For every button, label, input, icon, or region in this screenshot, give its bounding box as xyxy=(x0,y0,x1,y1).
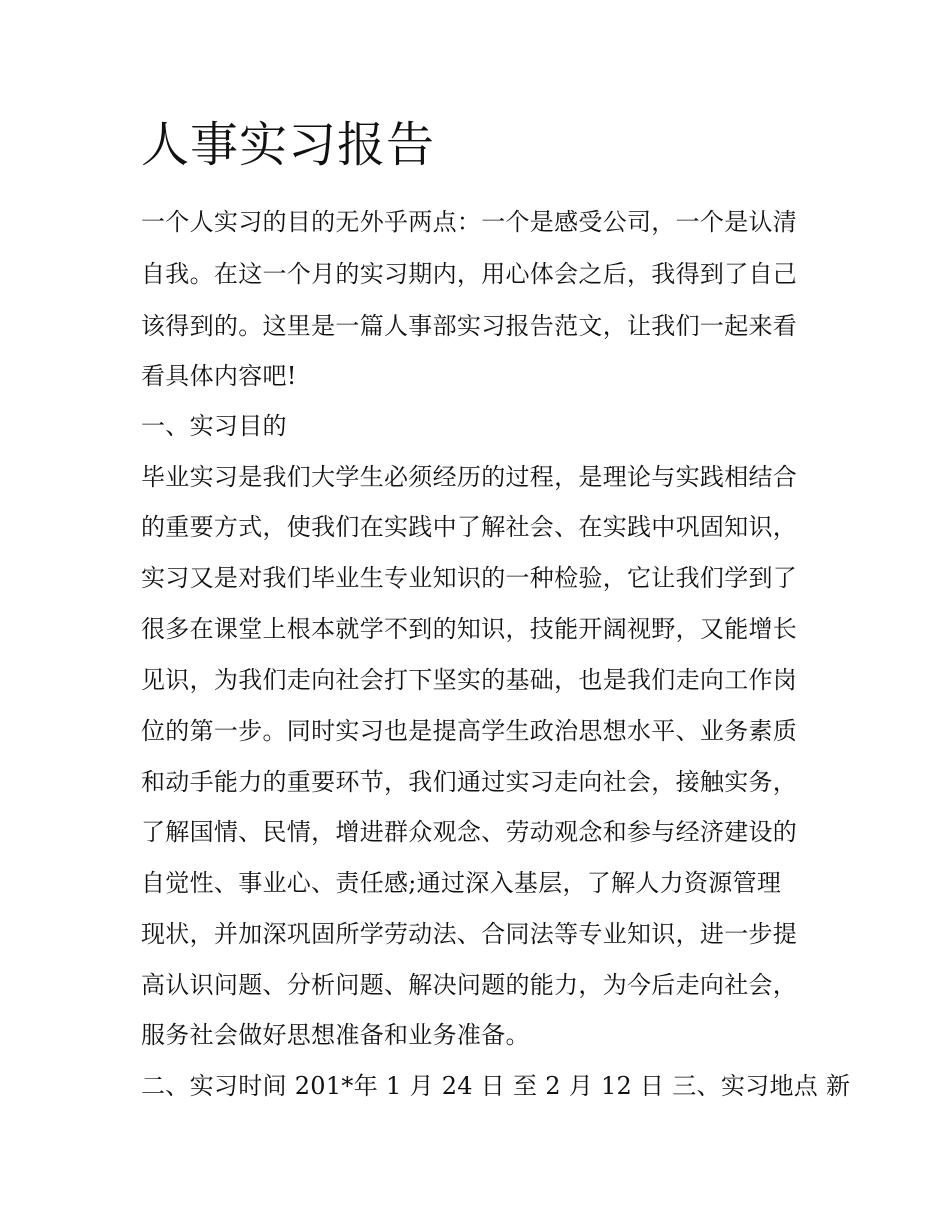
body-line: 看具体内容吧! xyxy=(141,362,297,390)
section-heading: 一、实习目的 xyxy=(141,412,287,440)
body-line: 自我。在这一个月的实习期内，用心体会之后，我得到了自己 xyxy=(141,260,798,288)
body-line: 该得到的。这里是一篇人事部实习报告范文，让我们一起来看 xyxy=(141,312,798,340)
body-line: 现状，并加深巩固所学劳动法、合同法等专业知识，进一步提 xyxy=(141,920,798,948)
body-line: 一个人实习的目的无外乎两点：一个是感受公司，一个是认清 xyxy=(141,208,798,236)
body-line: 位的第一步。同时实习也是提高学生政治思想水平、业务素质 xyxy=(141,717,798,745)
body-line: 实习又是对我们毕业生专业知识的一种检验，它让我们学到了 xyxy=(141,564,798,592)
body-line: 自觉性、事业心、责任感;通过深入基层，了解人力资源管理 xyxy=(141,869,782,897)
body-line: 很多在课堂上根本就学不到的知识，技能开阔视野，又能增长 xyxy=(141,615,798,643)
body-line: 毕业实习是我们大学生必须经历的过程，是理论与实践相结合 xyxy=(141,463,798,491)
body-line: 高认识问题、分析问题、解决问题的能力，为今后走向社会， xyxy=(141,971,798,999)
body-line: 的重要方式，使我们在实践中了解社会、在实践中巩固知识， xyxy=(141,513,798,541)
body-line: 和动手能力的重要环节，我们通过实习走向社会，接触实务， xyxy=(141,768,798,796)
body-line: 了解国情、民情，增进群众观念、劳动观念和参与经济建设的 xyxy=(141,818,798,846)
body-line: 见识，为我们走向社会打下坚实的基础，也是我们走向工作岗 xyxy=(141,666,798,694)
document-title: 人事实习报告 xyxy=(141,117,436,173)
section-heading: 二、实习时间 201*年 1 月 24 日 至 2 月 12 日 三、实习地点 新 xyxy=(141,1072,851,1100)
body-line: 服务社会做好思想准备和业务准备。 xyxy=(141,1021,530,1049)
